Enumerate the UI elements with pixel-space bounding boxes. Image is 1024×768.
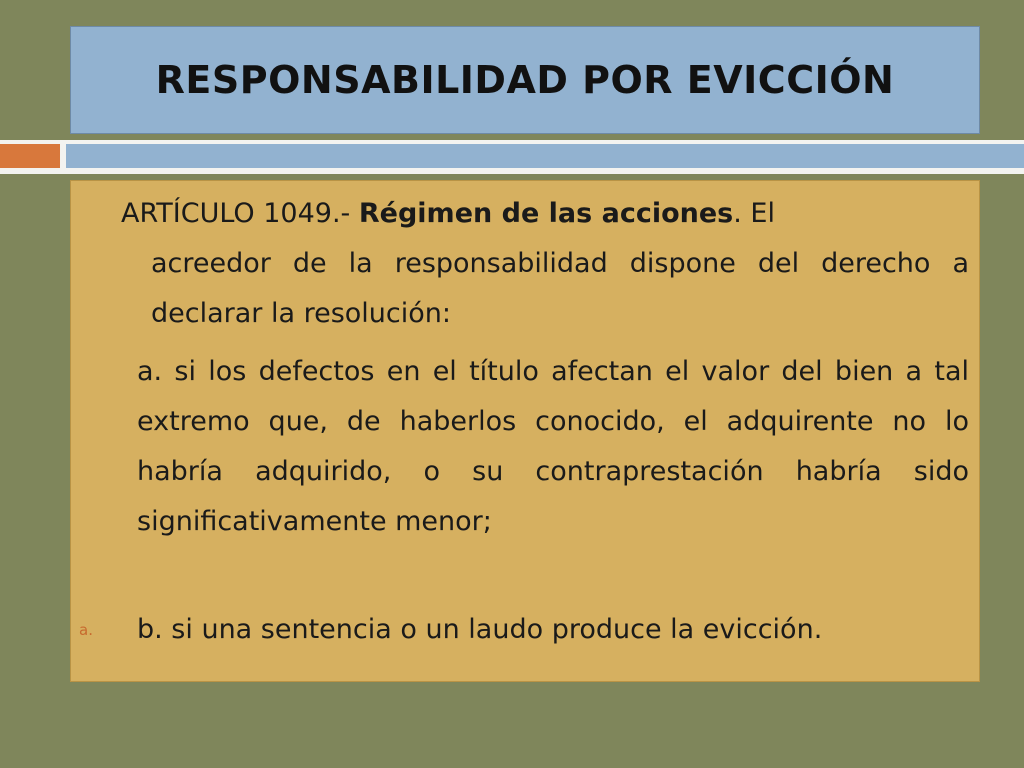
title-box	[70, 26, 980, 134]
article-paragraph	[121, 189, 969, 339]
divider-accent-orange	[0, 144, 60, 168]
divider-accent-blue	[66, 144, 1024, 168]
slide-title: RESPONSABILIDAD POR EVICCIÓN	[155, 58, 895, 102]
content-box	[70, 180, 980, 682]
article-body: acreedor de la responsabilidad dispone del derecho a declarar la resolución:	[151, 248, 969, 329]
list-item-a: a. si los defectos en el título afectan el valor del bien a tal extremo que, de haberlos conocido, el adquirente no lo habría adquirido, o su contraprestación habría sido significativamente menor;	[137, 356, 969, 537]
list-bullet-marker: a.	[79, 621, 93, 639]
article-heading-suffix: . El	[733, 198, 775, 229]
list-item-b: b. si una sentencia o un laudo produce la evicción.	[137, 614, 823, 645]
article-number: ARTÍCULO 1049.-	[121, 198, 359, 229]
article-heading: Régimen de las acciones	[358, 198, 734, 229]
